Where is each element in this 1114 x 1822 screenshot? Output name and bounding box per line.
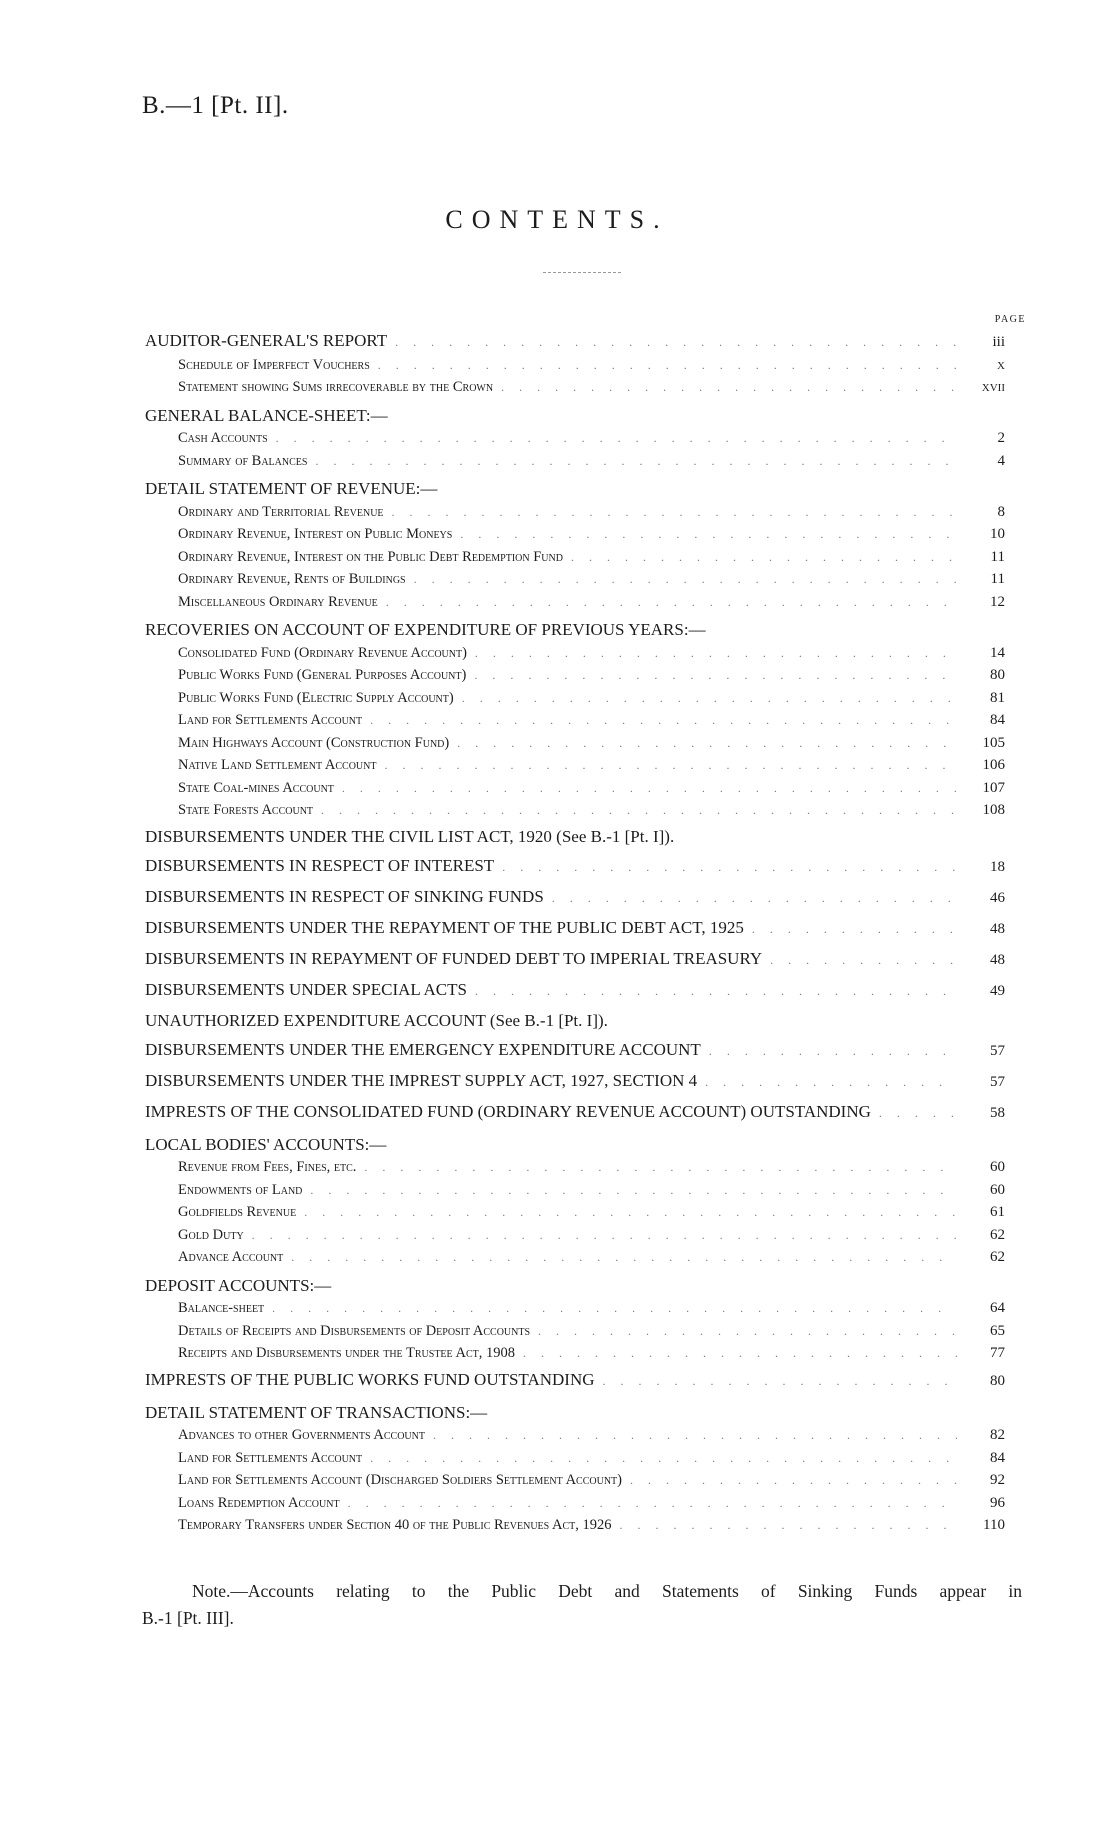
dot-leader: [571, 546, 957, 569]
toc-entry: [145, 619, 1005, 642]
toc-page-number: 105: [982, 734, 1005, 751]
toc-page-number: 2: [997, 430, 1005, 446]
toc-entry-label: DISBURSEMENTS UNDER THE CIVIL LIST ACT, 1920 (See B.-1 [Pt. I]).: [145, 826, 675, 846]
dot-leader: [304, 1201, 957, 1224]
toc-subentry: [145, 1514, 1005, 1537]
toc-subentry: [145, 591, 1005, 614]
footnote-line-2: B.-1 [Pt. III].: [142, 1608, 234, 1628]
toc-subentry: [145, 1297, 1005, 1320]
toc-subentry: [145, 709, 1005, 732]
toc-entry-label: AUDITOR-GENERAL'S REPORT: [145, 331, 388, 350]
toc-entry: [145, 405, 1005, 428]
toc-subentry: [145, 523, 1005, 546]
toc-subentry: [145, 1492, 1005, 1515]
dot-leader: [395, 331, 957, 354]
dot-leader: [272, 1297, 957, 1320]
toc-entry-label: Native Land Settlement Account: [178, 757, 377, 773]
toc-page-number: 80: [990, 1372, 1005, 1389]
toc-entry-label: Public Works Fund (General Purposes Account): [178, 667, 467, 683]
toc-entry-label: Ordinary Revenue, Rents of Buildings: [178, 571, 406, 587]
toc-entry: [145, 851, 1005, 882]
dot-leader: [709, 1037, 957, 1066]
toc-subentry: [145, 1201, 1005, 1224]
toc-page-number: 18: [990, 858, 1005, 875]
toc-entry-label: Balance-sheet: [178, 1300, 265, 1316]
toc-entry-label: LOCAL BODIES' ACCOUNTS:—: [145, 1134, 387, 1154]
toc-page-number: 92: [990, 1472, 1005, 1488]
toc-entry-label: Details of Receipts and Disbursements of Deposit Accounts: [178, 1322, 531, 1339]
dot-leader: [310, 1179, 957, 1202]
dot-leader: [538, 1320, 957, 1343]
toc-page-number: 110: [983, 1517, 1005, 1533]
toc-page-number: 46: [990, 889, 1005, 906]
toc-entry-label: GENERAL BALANCE-SHEET:—: [145, 405, 388, 425]
toc-subentry: [145, 568, 1005, 591]
toc-page-number: x: [997, 356, 1005, 373]
toc-entry-label: UNAUTHORIZED EXPENDITURE ACCOUNT (See B.-1 [Pt. I]).: [145, 1010, 608, 1030]
title-divider: [543, 272, 621, 273]
toc-entry-label: IMPRESTS OF THE PUBLIC WORKS FUND OUTSTANDING: [145, 1369, 595, 1389]
toc-subentry: [145, 546, 1005, 569]
dot-leader: [460, 523, 957, 546]
toc-subentry: [145, 732, 1005, 755]
toc-entry-label: DISBURSEMENTS IN RESPECT OF SINKING FUNDS: [145, 886, 544, 906]
toc-subentry: [145, 376, 1005, 399]
toc-entry-label: RECOVERIES ON ACCOUNT OF EXPENDITURE OF PREVIOUS YEARS:—: [145, 620, 706, 639]
toc-page-number: 107: [982, 779, 1005, 796]
toc-page-number: 108: [982, 802, 1005, 818]
toc-subentry: [145, 1320, 1005, 1343]
toc-entry: [145, 330, 1005, 354]
toc-page-number: 84: [990, 712, 1005, 728]
toc-entry: [145, 1402, 1005, 1425]
toc-subentry: [145, 664, 1005, 687]
dot-leader: [386, 591, 957, 614]
toc-entry-label: DISBURSEMENTS IN RESPECT OF INTEREST: [145, 855, 495, 875]
dot-leader: [342, 777, 957, 800]
toc-entry: [145, 1134, 1005, 1157]
toc-entry-label: Public Works Fund (Electric Supply Account): [178, 689, 454, 706]
toc-entry-label: DISBURSEMENTS UNDER SPECIAL ACTS: [145, 979, 467, 999]
toc-page-number: 57: [990, 1042, 1005, 1059]
toc-page-number: 60: [990, 1181, 1005, 1198]
toc-entry-label: Advances to other Governments Account: [178, 1427, 425, 1443]
toc-entry-label: Schedule of Imperfect Vouchers: [178, 356, 370, 373]
toc-page-number: 10: [990, 526, 1005, 542]
dot-leader: [462, 687, 957, 710]
toc-entry-label: Loans Redemption Account: [178, 1494, 340, 1511]
toc-subentry: [145, 354, 1005, 377]
toc-page-number: 8: [997, 503, 1005, 520]
toc-subentry: [145, 1424, 1005, 1447]
toc-entry: [145, 1006, 1005, 1035]
toc-entry: [145, 975, 1005, 1006]
toc-entry-label: Land for Settlements Account (Discharged Soldiers Settlement Account): [178, 1472, 622, 1488]
dot-leader: [501, 376, 957, 399]
dot-leader: [364, 1156, 957, 1179]
toc-page-number: 14: [990, 644, 1005, 661]
toc-subentry: [145, 427, 1005, 450]
toc-entry: [145, 913, 1005, 944]
toc-entry-label: Gold Duty: [178, 1226, 244, 1243]
toc-entry-label: Land for Settlements Account: [178, 712, 363, 728]
page-title: CONTENTS.: [445, 205, 669, 234]
toc-entry-label: Ordinary Revenue, Interest on Public Moneys: [178, 526, 453, 542]
toc-page-number: 58: [990, 1104, 1005, 1121]
toc-entry-label: State Forests Account: [178, 802, 314, 818]
toc-page-number: 48: [990, 920, 1005, 937]
dot-leader: [502, 853, 957, 882]
toc-entry-label: Endowments of Land: [178, 1181, 303, 1198]
dot-leader: [392, 501, 957, 524]
toc-page-number: 11: [990, 571, 1005, 587]
footnote-line-1: Note.—Accounts relating to the Public Debt and Statements of Sinking Funds appear in: [192, 1581, 1022, 1601]
dot-leader: [276, 427, 957, 450]
dot-leader: [630, 1469, 957, 1492]
toc-entry-label: Land for Settlements Account: [178, 1449, 363, 1466]
toc-entry-label: DISBURSEMENTS UNDER THE IMPREST SUPPLY ACT, 1927, SECTION 4: [145, 1070, 698, 1090]
toc-subentry: [145, 1224, 1005, 1247]
dot-leader: [552, 884, 957, 913]
toc-entry-label: Goldfields Revenue: [178, 1204, 297, 1220]
toc-entry: [145, 1275, 1005, 1298]
toc-entry: [145, 822, 1005, 851]
dot-leader: [252, 1224, 957, 1247]
toc-page-number: 61: [990, 1204, 1005, 1220]
toc-page-number: 57: [990, 1073, 1005, 1090]
toc-page-number: iii: [992, 334, 1005, 350]
dot-leader: [321, 799, 957, 822]
toc-entry: [145, 882, 1005, 913]
toc-entry-label: Miscellaneous Ordinary Revenue: [178, 593, 378, 610]
toc-entry-label: Receipts and Disbursements under the Trustee Act, 1908: [178, 1345, 515, 1361]
footnote: [142, 1578, 1022, 1632]
dot-leader: [752, 915, 957, 944]
toc-entry-label: Summary of Balances: [178, 452, 308, 469]
toc-page-number: 4: [997, 452, 1005, 469]
toc-entry-label: Cash Accounts: [178, 430, 268, 446]
toc-page-number: 81: [990, 689, 1005, 706]
toc-page-number: 48: [990, 951, 1005, 968]
dot-leader: [879, 1099, 957, 1128]
dot-leader: [433, 1424, 957, 1447]
table-of-contents: [145, 330, 1005, 1537]
toc-entry-label: DISBURSEMENTS UNDER THE EMERGENCY EXPENDITURE ACCOUNT: [145, 1039, 701, 1059]
toc-entry: [145, 478, 1005, 501]
toc-entry-label: Statement showing Sums irrecoverable by the Crown: [178, 379, 494, 395]
toc-subentry: [145, 799, 1005, 822]
toc-page-number: 49: [990, 982, 1005, 999]
toc-entry-label: DISBURSEMENTS UNDER THE REPAYMENT OF THE PUBLIC DEBT ACT, 1925: [145, 917, 744, 937]
toc-subentry: [145, 501, 1005, 524]
toc-entry-label: Advance Account: [178, 1249, 284, 1265]
dot-leader: [475, 977, 957, 1006]
toc-subentry: [145, 642, 1005, 665]
toc-entry: [145, 1035, 1005, 1066]
document-reference: B.—1 [Pt. II].: [142, 92, 289, 119]
toc-subentry: [145, 777, 1005, 800]
toc-subentry: [145, 1156, 1005, 1179]
toc-page-number: 96: [990, 1494, 1005, 1511]
toc-page-number: 64: [990, 1300, 1005, 1316]
toc-subentry: [145, 1469, 1005, 1492]
dot-leader: [474, 664, 957, 687]
dot-leader: [523, 1342, 957, 1365]
dot-leader: [378, 354, 957, 377]
toc-entry-label: DEPOSIT ACCOUNTS:—: [145, 1275, 332, 1295]
dot-leader: [414, 568, 957, 591]
toc-entry-label: Consolidated Fund (Ordinary Revenue Account): [178, 644, 467, 661]
toc-entry-label: Ordinary and Territorial Revenue: [178, 503, 384, 520]
dot-leader: [475, 642, 957, 665]
toc-entry: [145, 1097, 1005, 1128]
dot-leader: [770, 946, 957, 975]
dot-leader: [603, 1367, 957, 1396]
dot-leader: [457, 732, 957, 755]
toc-subentry: [145, 687, 1005, 710]
toc-entry-label: Ordinary Revenue, Interest on the Public Debt Redemption Fund: [178, 548, 563, 565]
dot-leader: [620, 1514, 957, 1537]
toc-page-number: 80: [990, 667, 1005, 683]
toc-page-number: 62: [990, 1249, 1005, 1265]
toc-page-number: 65: [990, 1322, 1005, 1339]
toc-entry: [145, 1066, 1005, 1097]
toc-entry-label: Temporary Transfers under Section 40 of the Public Revenues Act, 1926: [178, 1517, 612, 1533]
toc-page-number: 106: [982, 757, 1005, 773]
toc-entry-label: IMPRESTS OF THE CONSOLIDATED FUND (ORDINARY REVENUE ACCOUNT) OUTSTANDING: [145, 1101, 871, 1121]
toc-entry-label: DETAIL STATEMENT OF REVENUE:—: [145, 479, 438, 498]
toc-page-number: 12: [990, 593, 1005, 610]
toc-entry: [145, 944, 1005, 975]
toc-subentry: [145, 1342, 1005, 1365]
dot-leader: [315, 450, 957, 473]
toc-page-number: 82: [990, 1427, 1005, 1443]
toc-subentry: [145, 754, 1005, 777]
toc-entry: [145, 1365, 1005, 1396]
dot-leader: [291, 1246, 957, 1269]
dot-leader: [348, 1492, 957, 1515]
toc-page-number: 62: [990, 1226, 1005, 1243]
dot-leader: [370, 1447, 957, 1470]
toc-entry-label: State Coal-mines Account: [178, 779, 334, 796]
toc-subentry: [145, 1179, 1005, 1202]
dot-leader: [705, 1068, 957, 1097]
toc-subentry: [145, 1246, 1005, 1269]
toc-entry-label: Main Highways Account (Construction Fund): [178, 734, 450, 751]
toc-page-number: 60: [990, 1159, 1005, 1175]
dot-leader: [370, 709, 957, 732]
toc-entry-label: DISBURSEMENTS IN REPAYMENT OF FUNDED DEBT TO IMPERIAL TREASURY: [145, 948, 763, 968]
toc-page-number: 77: [990, 1345, 1005, 1361]
page-column-label: PAGE: [994, 314, 1026, 325]
toc-entry-label: DETAIL STATEMENT OF TRANSACTIONS:—: [145, 1402, 488, 1422]
toc-page-number: 84: [990, 1449, 1005, 1466]
toc-subentry: [145, 450, 1005, 473]
toc-subentry: [145, 1447, 1005, 1470]
toc-entry-label: Revenue from Fees, Fines, etc.: [178, 1159, 357, 1175]
toc-page-number: xvii: [981, 379, 1005, 395]
dot-leader: [384, 754, 957, 777]
toc-page-number: 11: [990, 548, 1005, 565]
